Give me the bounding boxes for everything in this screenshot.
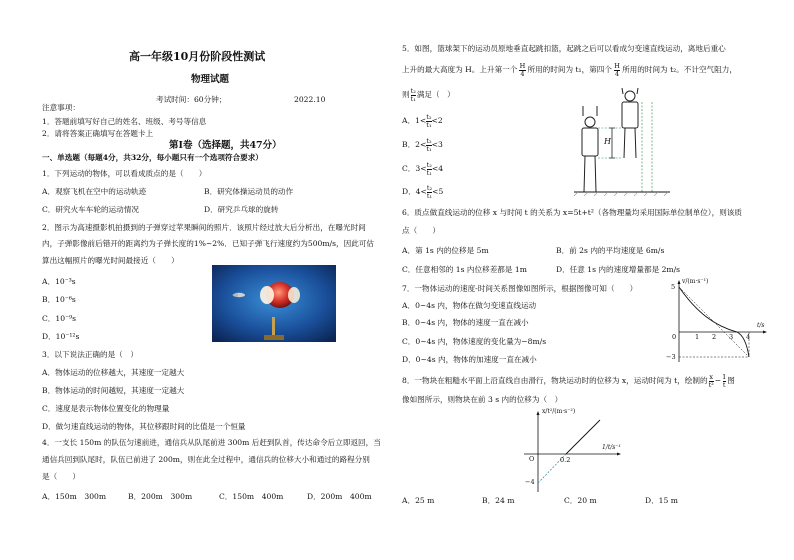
q5-option-c-prefix: C．3<	[402, 164, 427, 174]
q8-line-1	[402, 374, 735, 388]
vt-x-tick-4: 4	[746, 333, 751, 341]
q3-option-a: A．物体运动的位移越大，其速度一定越大	[42, 368, 185, 377]
vt-x-label: t/s	[757, 322, 765, 329]
q4-option-b: B．200m 300m	[128, 492, 193, 501]
q8-fraction-b-den: t	[722, 380, 726, 389]
exam-time: 考试时间：60分钟；	[156, 95, 227, 104]
q8-fraction-b	[722, 374, 726, 388]
q8-option-d: D．15 m	[645, 496, 678, 505]
q8-x-tick: 0.2	[560, 456, 571, 464]
q8-fraction-a-den: t²	[708, 380, 714, 389]
q5-fraction-2-den: 4	[614, 69, 620, 78]
q5-option-c-num: t₂	[426, 161, 432, 169]
q5-ratio-num: t₂	[410, 87, 416, 95]
vt-x-tick-2: 2	[712, 333, 717, 341]
q5-option-a-prefix: A．1<	[402, 116, 427, 126]
vt-x-tick-3: 3	[729, 333, 734, 341]
q5-option-b-suffix: <3	[431, 140, 443, 150]
q2-option-a: A．10⁻³s	[42, 277, 76, 286]
note-item-2: 2．请将答案正确填写在答题卡上	[42, 129, 154, 138]
q4-option-a: A．150m 300m	[42, 492, 107, 501]
q8-fraction-a	[709, 374, 714, 388]
q8-fraction-a-num: x	[709, 373, 713, 381]
q5-option-a-num: t₂	[426, 113, 432, 121]
q2-option-b: B．10⁻⁶s	[42, 295, 76, 304]
q4-line-3: 是（ ）	[42, 472, 80, 481]
q8-x-label: 1/t/s⁻¹	[602, 444, 621, 451]
q5-option-d-num: t₂	[426, 184, 433, 192]
q5-option-b	[402, 138, 443, 152]
q8-option-c: C．20 m	[564, 496, 597, 505]
q3-option-d: D．做匀速直线运动的物体，其位移跟时间的比值是一个恒量	[42, 422, 246, 431]
q8-minus: −	[714, 376, 722, 386]
vt-origin: 0	[672, 333, 677, 341]
q1-option-a: A．观察飞机在空中的运动轨迹	[42, 187, 147, 196]
q5-line-2	[402, 63, 737, 77]
q2-line-1: 2．图示为高速摄影机拍摄到的子弹穿过苹果瞬间的照片．该照片经过放大后分析出，在曝光时间	[42, 223, 366, 232]
q8-y-neg: −4	[525, 478, 535, 486]
q4-option-c: C．150m 400m	[219, 492, 284, 501]
q2-option-d: D．10⁻¹²s	[42, 332, 80, 341]
exam-title: 高一年级10月份阶段性测试	[129, 50, 266, 63]
q2-option-c: C．10⁻⁹s	[42, 314, 77, 323]
q5-option-b-den: t₁	[426, 144, 432, 153]
part-heading: 一、单选题（每题4分，共32分，每小题只有一个选项符合要求）	[42, 153, 263, 162]
q4-option-d: D．200m 400m	[307, 492, 372, 501]
q5-ratio	[411, 88, 416, 102]
q5-line-3b: 满足（ ）	[416, 90, 455, 100]
q5-fraction-1-den: 4	[520, 69, 525, 78]
q5-line-1: 5．如图，篮球架下的运动员原地垂直起跳扣篮，起跳之后可以看成匀变速直线运动，离地后重心	[402, 44, 726, 53]
q2-line-2: 内，子弹影像前后错开的距离约为子弹长度的1%~2%．已知子弹飞行速度约为500m/s，因此可估	[42, 239, 374, 248]
q5-option-c-den: t₁	[426, 168, 432, 177]
q5-line-2c: 所用的时间为 t₂。不计空气阻力，	[622, 65, 737, 75]
vt-y-label: v/(m·s⁻¹)	[682, 278, 709, 285]
q5-option-a-suffix: <2	[431, 116, 443, 126]
velocity-time-graph	[657, 278, 769, 364]
q5-option-d	[402, 185, 443, 199]
jumping-player-figure	[572, 88, 672, 196]
q5-fraction-2	[614, 63, 620, 77]
q1-option-d: D．研究乒乓球的旋转	[204, 205, 279, 214]
q7-option-a: A．0~4s 内，物体在做匀变速直线运动	[402, 301, 537, 310]
q6-option-b: B．前 2s 内的平均速度是 6m/s	[556, 246, 665, 255]
q7-option-d: D．0~4s 内，物体的加速度一直在减小	[402, 355, 537, 364]
q3-option-b: B．物体运动的时间越短，其速度一定越大	[42, 386, 185, 395]
q5-option-c	[402, 162, 443, 176]
q8-line-2: 像如图所示，则物块在前 3 s 内的位移为（ ）	[402, 395, 563, 404]
q5-line-3	[402, 88, 455, 102]
q5-fraction-1	[519, 63, 525, 77]
q1-option-c: C．研究火车车轮的运动情况	[42, 205, 139, 214]
q4-line-1: 4．一支长 150m 的队伍匀速前进，通信兵从队尾前进 300m 后赶到队首，传达命令后立即返回，当	[42, 438, 381, 447]
vt-x-tick-1: 1	[695, 333, 700, 341]
q5-fraction-1-num: H	[519, 62, 526, 70]
q5-option-a-den: t₁	[426, 120, 432, 129]
q3-option-c: C．速度是表示物体位置变化的物理量	[42, 404, 170, 413]
q5-fraction-2-num: H	[614, 62, 620, 70]
q6-line-1: 6．质点做直线运动的位移 x 与时间 t 的关系为 x=5t+t²（各物理量均采用国际单位制单位），则该质	[402, 208, 742, 217]
q5-option-d-prefix: D．4<	[402, 187, 427, 197]
q5-option-a	[402, 114, 443, 128]
q5-option-b-prefix: B．2<	[402, 140, 427, 150]
q5-ratio-den: t₁	[410, 94, 416, 103]
q6-line-2: 点（ ）	[402, 226, 440, 235]
q8-line-1b: 图	[727, 376, 735, 386]
bullet-apple-photo	[212, 265, 336, 342]
height-label: H	[604, 137, 611, 146]
q5-option-d-suffix: <5	[432, 187, 444, 197]
q3-stem: 3．以下说法正确的是（ ）	[42, 350, 138, 359]
q5-option-c-suffix: <4	[431, 164, 444, 174]
q7-option-b: B．0~4s 内，物体的速度一直在减小	[402, 318, 529, 327]
q5-option-d-den: t₁	[426, 191, 433, 200]
notes-heading: 注意事项：	[42, 103, 80, 112]
q8-graph	[514, 408, 626, 494]
q7-stem: 7．一物体运动的速度-时间关系图像如图所示，根据图像可知（ ）	[402, 284, 638, 293]
q1-stem: 1．下列运动的物体，可以看成质点的是（ ）	[42, 169, 207, 178]
q6-option-a: A．第 1s 内的位移是 5m	[402, 246, 489, 255]
vt-y-bottom: −3	[666, 353, 676, 361]
q6-option-c: C．任意相邻的 1s 内位移差都是 1m	[402, 265, 527, 274]
q5-line-2b: 所用的时间为 t₁，第四个	[527, 65, 612, 75]
q5-line-3a: 则	[402, 90, 410, 100]
q7-option-c: C．0~4s 内，物体速度的变化量为−8m/s	[402, 337, 547, 346]
q8-origin: O	[529, 455, 535, 463]
q8-y-label: x/t²/(m·s⁻²)	[542, 408, 576, 415]
q5-line-2a: 上升的最大高度为 H。上升第一个	[402, 65, 518, 75]
section-title: 第Ⅰ卷（选择题，共47分）	[169, 140, 282, 151]
q2-line-3: 算出这幅照片的曝光时间最接近（ ）	[42, 256, 179, 265]
q8-option-a: A．25 m	[402, 496, 435, 505]
subject-title: 物理试题	[191, 74, 230, 85]
q6-option-d: D．任意 1s 内的速度增量都是 2m/s	[556, 265, 681, 274]
vt-y-top: 5	[671, 283, 676, 291]
q5-option-b-num: t₂	[426, 137, 432, 145]
q8-option-b: B．24 m	[482, 496, 515, 505]
q1-option-b: B．研究体操运动员的动作	[204, 187, 294, 196]
note-item-1: 1．答题前填写好自己的姓名、班级、考号等信息	[42, 117, 207, 126]
q8-line-1a: 8．一物块在粗糙水平面上沿直线自由滑行，物块运动时的位移为 x，运动时间为 t，绘制的	[402, 376, 708, 386]
q4-line-2: 通信兵回到队尾时，队伍已前进了 200m，则在此全过程中，通信兵的位移大小和通过的路程分别	[42, 455, 370, 464]
q8-fraction-b-num: 1	[722, 373, 727, 381]
exam-date: 2022.10	[294, 95, 326, 104]
